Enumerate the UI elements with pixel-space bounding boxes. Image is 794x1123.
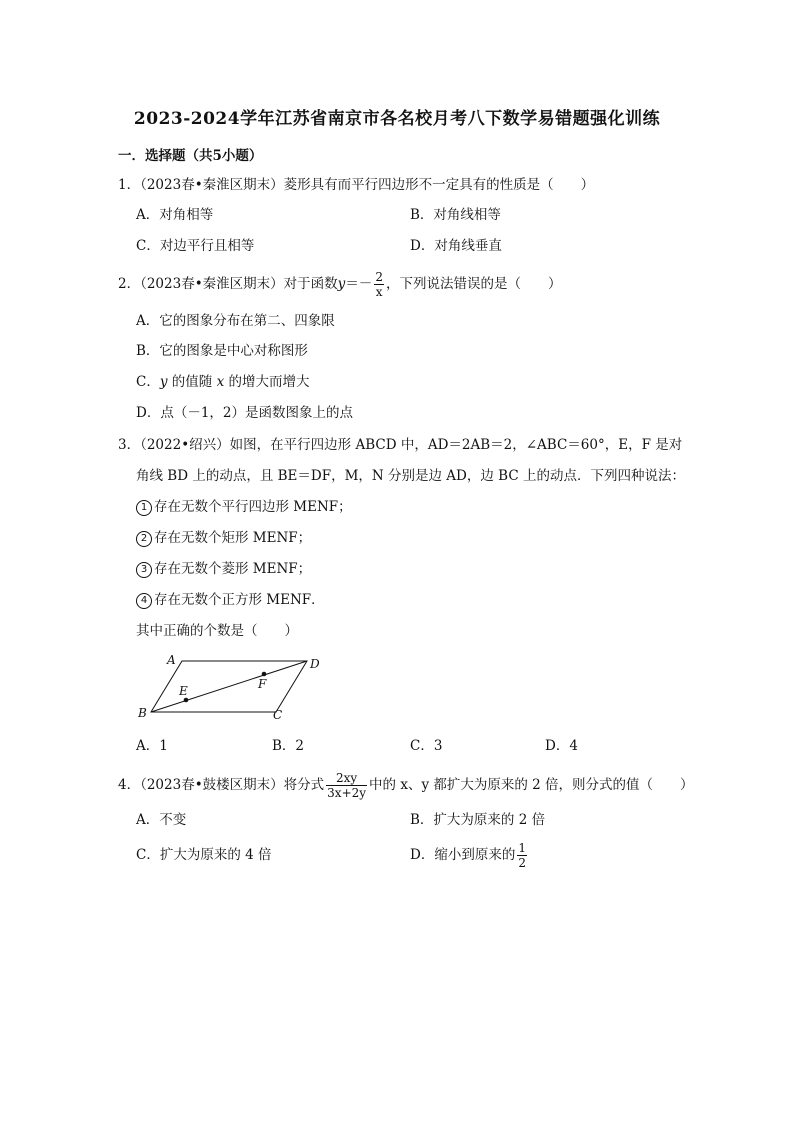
q3-ask: 其中正确的个数是（ ） [136, 623, 298, 639]
q3-statement-4-text: 存在无数个正方形 MENF． [154, 592, 325, 608]
point-e [184, 698, 189, 703]
q3-stem-line1: 3．（2022•绍兴）如图，在平行四边形 ABCD 中，AD＝2AB＝2，∠ABC＝60°，E，F 是对 [118, 437, 683, 453]
q3-statement-3-text: 存在无数个菱形 MENF； [154, 561, 312, 577]
q4-fraction [326, 772, 367, 799]
q3-statement-1 [136, 498, 352, 516]
section-heading: 一．选择题（共5小题） [118, 148, 263, 164]
q2-prefix: 2．（2023春•秦淮区期末）对于函数 [118, 276, 338, 292]
q2-fraction-numerator: 2 [375, 270, 383, 284]
q4-option-d-prefix: D．缩小到原来的 [410, 847, 516, 863]
label-d: D [310, 657, 320, 671]
label-b: B [138, 706, 147, 720]
q2-option-c-var-y: y [159, 374, 168, 390]
q2-func-var: y [337, 276, 346, 292]
q1-stem: 1．（2023春•秦淮区期末）菱形具有而平行四边形不一定具有的性质是（ ） [118, 177, 595, 193]
label-f: F [258, 677, 267, 691]
q2-option-a[interactable]: A．它的图象分布在第二、四象限 [136, 313, 335, 329]
q2-equals: ＝－ [345, 276, 373, 292]
q4-option-c[interactable]: C．扩大为原来的 4 倍 [136, 847, 272, 863]
q2-option-c-mid: 的值随 [167, 374, 217, 390]
q4-option-d-fraction [517, 842, 527, 869]
parallelogram-figure [130, 650, 330, 730]
q4-option-d-denominator: 2 [518, 856, 526, 870]
q1-option-b[interactable]: B．对角线相等 [410, 207, 501, 223]
q3-option-a[interactable]: A．1 [136, 738, 168, 754]
q4-stem [118, 772, 694, 799]
q2-option-d[interactable]: D．点（－1，2）是函数图象上的点 [136, 405, 354, 421]
q4-option-b[interactable]: B．扩大为原来的 2 倍 [410, 812, 546, 828]
diagonal-bd [151, 661, 307, 712]
q3-statement-4 [136, 591, 325, 609]
label-a: A [167, 653, 176, 667]
q1-option-a[interactable]: A．对角相等 [136, 207, 214, 223]
q2-option-c-prefix: C． [136, 374, 160, 390]
q3-stem-line2: 角线 BD 上的动点，且 BE＝DF，M，N 分别是边 AD，边 BC 上的动点．下列四种说法： [136, 468, 685, 484]
q2-fraction-denominator: x [375, 285, 383, 299]
label-e: E [179, 684, 188, 698]
q4-option-a[interactable]: A．不变 [136, 812, 187, 828]
q3-option-c[interactable]: C．3 [410, 738, 443, 754]
q2-option-c[interactable] [136, 373, 310, 391]
q3-option-b[interactable]: B．2 [272, 738, 305, 754]
q1-option-d[interactable]: D．对角线垂直 [410, 238, 502, 254]
q4-option-d[interactable] [410, 842, 529, 869]
q4-fraction-numerator: 2xy [326, 772, 367, 786]
q2-option-b[interactable]: B．它的图象是中心对称图形 [136, 343, 308, 359]
q3-statement-2 [136, 529, 311, 547]
q4-prefix: 4．（2023春•鼓楼区期末）将分式 [118, 777, 325, 793]
q3-statement-2-text: 存在无数个矩形 MENF； [154, 530, 312, 546]
q2-suffix: ，下列说法错误的是（ ） [385, 276, 562, 292]
q4-option-d-numerator: 1 [518, 841, 526, 855]
circled-number-3: 3 [136, 562, 152, 578]
q3-option-d[interactable]: D．4 [545, 738, 578, 754]
q3-statement-3 [136, 560, 311, 578]
point-f [262, 672, 267, 677]
q1-option-c[interactable]: C．对边平行且相等 [136, 238, 255, 254]
document-title: 2023-2024学年江苏省南京市各名校月考八下数学易错题强化训练 [133, 109, 661, 129]
q2-option-c-suffix: 的增大而增大 [224, 374, 310, 390]
circled-number-4: 4 [136, 593, 152, 609]
q2-option-c-var-x: x [216, 374, 225, 390]
q4-suffix: 中的 x、y 都扩大为原来的 2 倍，则分式的值（ ） [369, 777, 694, 793]
q4-fraction-denominator: 3x+2y [327, 786, 367, 800]
q2-stem [118, 271, 561, 298]
label-c: C [273, 708, 283, 722]
circled-number-2: 2 [136, 531, 152, 547]
q3-statement-1-text: 存在无数个平行四边形 MENF； [154, 499, 352, 515]
circled-number-1: 1 [136, 500, 152, 516]
q2-fraction [374, 271, 384, 298]
